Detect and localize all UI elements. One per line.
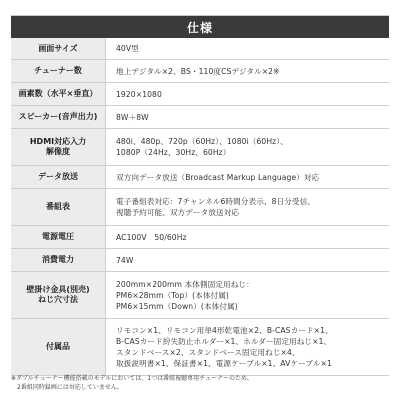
spec-value-line: 480i、480p、720p（60Hz）、1080i（60Hz）、: [116, 137, 288, 146]
spec-label: [11, 38, 106, 59]
spec-row-program-guide: [11, 189, 389, 226]
spec-value: [106, 106, 389, 128]
spec-value-line: B-CASカード紛失防止ホルダー×1、ホルダー固定用ねじ×1、: [116, 337, 332, 346]
spec-value-line: PM6×15mm（Down）(本体付属): [116, 301, 238, 311]
spec-row-screen-size: [11, 38, 389, 60]
spec-value: [106, 249, 389, 271]
spec-value: [106, 129, 389, 165]
spec-label-text: 壁掛け金具(別売): [26, 285, 90, 294]
spec-row-speaker: [11, 106, 389, 129]
spec-label-text: ねじ穴寸法: [38, 295, 78, 304]
spec-value-line: 8W＋8W: [116, 112, 149, 122]
spec-value-line: 200mm×200mm 本体側固定用ねじ：: [116, 279, 254, 289]
spec-value: [106, 319, 389, 375]
spec-row-hdmi: [11, 129, 389, 166]
spec-row-tuners: [11, 60, 389, 83]
spec-value-line: 電子番組表対応：7チャンネル6時間分表示、8日分受信、: [116, 197, 315, 206]
spec-label-text: データ放送: [38, 172, 78, 181]
spec-label: [11, 272, 106, 318]
spec-label-text: スピーカー(音声出力): [18, 112, 98, 121]
spec-table: [11, 15, 389, 376]
spec-label-text: 消費電力: [42, 255, 74, 264]
spec-label: [11, 60, 106, 82]
spec-label: [11, 319, 106, 375]
spec-label: [11, 249, 106, 271]
spec-table-title: 仕様: [11, 16, 389, 38]
spec-label: [11, 129, 106, 165]
spec-label: [11, 189, 106, 225]
spec-label: [11, 226, 106, 248]
spec-value-line: PM6×28mm（Top）(本体付属): [116, 290, 229, 300]
spec-value: [106, 272, 389, 318]
spec-label-text: 付属品: [46, 342, 70, 351]
spec-label-text: HDMI対応入力: [29, 137, 87, 146]
spec-value-line: 1920×1080: [116, 89, 162, 99]
spec-label-text: チューナー数: [34, 66, 82, 75]
spec-row-power-voltage: [11, 226, 389, 249]
spec-label-text: 番組表: [46, 202, 70, 211]
spec-row-wall-mount: [11, 272, 389, 319]
footnote: [11, 374, 391, 392]
spec-value-line: スタンドベース×2、スタンドベース固定用ねじ×4、: [116, 348, 300, 357]
spec-value: [106, 83, 389, 105]
spec-row-accessories: [11, 319, 389, 376]
spec-value: [106, 38, 389, 59]
spec-label-text: 電源電圧: [42, 232, 74, 241]
spec-value-line: AC100V 50/60Hz: [116, 232, 187, 242]
spec-label: [11, 166, 106, 188]
spec-value: [106, 60, 389, 82]
spec-value: [106, 226, 389, 248]
spec-label-text: 画面サイズ: [38, 43, 78, 53]
spec-value-line: 地上デジタル×2、BS・110度CSデジタル×2※: [116, 66, 280, 76]
spec-value-line: 40V型: [116, 44, 139, 53]
footnote-line: 2番組同時録画には対応していません。: [11, 384, 124, 391]
spec-row-data-broadcast: [11, 166, 389, 189]
spec-label-text: 解像度: [46, 147, 70, 156]
spec-label: [11, 106, 106, 128]
spec-value-line: 取扱説明書×1、保証書×1、電源ケーブル×1、AVケーブル×1: [116, 359, 332, 368]
spec-value: [106, 189, 389, 225]
spec-row-resolution: [11, 83, 389, 106]
spec-value-line: 74W: [116, 255, 134, 265]
spec-label: [11, 83, 106, 105]
spec-value-line: 双方向データ放送（Broadcast Markup Language）対応: [116, 172, 320, 182]
spec-value: [106, 166, 389, 188]
spec-value-line: 1080P（24Hz、30Hz、60Hz）: [116, 148, 231, 157]
spec-value-line: 視聴予約可能、双方データ放送対応: [116, 208, 240, 217]
footnote-line: ※ダブルチューナー機能搭載のモデルにおいては、1つは番組視聴専用チューナーのため、: [11, 375, 253, 382]
spec-row-power-consumption: [11, 249, 389, 272]
spec-label-text: 画素数（水平×垂直）: [18, 89, 98, 98]
spec-value-line: リモコン×1、リモコン用単4形乾電池×2、B-CASカード×1、: [116, 326, 333, 335]
